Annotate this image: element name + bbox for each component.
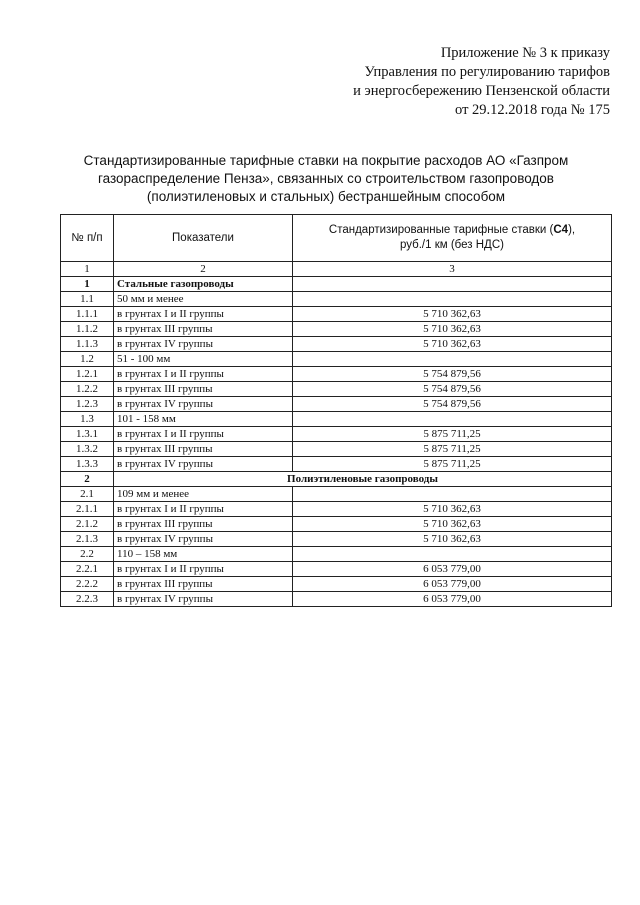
column-index: 3: [293, 262, 612, 277]
appendix-reference: [353, 44, 610, 120]
section-row: [61, 277, 612, 292]
row-soil-group: в грунтах I и II группы: [114, 367, 293, 382]
row-number: 1.2.3: [61, 397, 114, 412]
header-rates-text: Стандартизированные тарифные ставки (: [328, 224, 554, 236]
row-rate-value: 5 875 711,25: [293, 442, 612, 457]
row-number: 2.1.2: [61, 517, 114, 532]
group-number: 1.2: [61, 352, 114, 367]
row-rate-value: 5 875 711,25: [293, 457, 612, 472]
table-row: [61, 382, 612, 397]
group-number: 2.2: [61, 547, 114, 562]
row-soil-group: в грунтах IV группы: [114, 532, 293, 547]
appendix-line: от 29.12.2018 года № 175: [455, 102, 610, 118]
table-row: [61, 427, 612, 442]
section-number: 1: [61, 277, 114, 292]
row-number: 2.1.1: [61, 502, 114, 517]
table-row: [61, 502, 612, 517]
row-soil-group: в грунтах I и II группы: [114, 502, 293, 517]
row-rate-value: 5 710 362,63: [293, 517, 612, 532]
header-indicators: Показатели: [114, 215, 293, 262]
row-soil-group: в грунтах IV группы: [114, 337, 293, 352]
row-number: 2.1.3: [61, 532, 114, 547]
table-row: [61, 307, 612, 322]
row-soil-group: в грунтах I и II группы: [114, 307, 293, 322]
row-number: 2.2.3: [61, 592, 114, 607]
row-rate-value: 5 710 362,63: [293, 532, 612, 547]
table-row: [61, 397, 612, 412]
diameter-group-row: [61, 487, 612, 502]
row-soil-group: в грунтах IV группы: [114, 592, 293, 607]
appendix-line: и энергосбережению Пензенской области: [353, 83, 610, 99]
group-diameter: 101 - 158 мм: [114, 412, 293, 427]
title-line: Стандартизированные тарифные ставки на покрытие расходов АО «Газпром: [83, 153, 569, 168]
row-rate-value: 5 710 362,63: [293, 322, 612, 337]
group-value: [293, 292, 612, 307]
row-rate-value: 5 710 362,63: [293, 337, 612, 352]
appendix-line: Управления по регулированию тарифов: [364, 64, 610, 80]
row-number: 1.2.2: [61, 382, 114, 397]
header-rates-unit: руб./1 км (без НДС): [400, 239, 504, 251]
row-number: 2.2.1: [61, 562, 114, 577]
tariff-table-body: [61, 215, 612, 607]
row-soil-group: в грунтах III группы: [114, 442, 293, 457]
row-soil-group: в грунтах III группы: [114, 577, 293, 592]
section-row: [61, 472, 612, 487]
section-value: [293, 277, 612, 292]
row-number: 1.1.3: [61, 337, 114, 352]
group-diameter: 109 мм и менее: [114, 487, 293, 502]
column-index: 2: [114, 262, 293, 277]
row-soil-group: в грунтах III группы: [114, 382, 293, 397]
row-rate-value: 5 754 879,56: [293, 382, 612, 397]
row-number: 2.2.2: [61, 577, 114, 592]
section-title: Стальные газопроводы: [114, 277, 293, 292]
group-number: 1.1: [61, 292, 114, 307]
row-rate-value: 6 053 779,00: [293, 562, 612, 577]
group-value: [293, 487, 612, 502]
row-rate-value: 5 710 362,63: [293, 307, 612, 322]
row-number: 1.1.2: [61, 322, 114, 337]
row-soil-group: в грунтах I и II группы: [114, 562, 293, 577]
group-value: [293, 412, 612, 427]
table-row: [61, 337, 612, 352]
row-rate-value: 5 754 879,56: [293, 397, 612, 412]
diameter-group-row: [61, 547, 612, 562]
table-row: [61, 367, 612, 382]
title-line: (полиэтиленовых и стальных) бестраншейным способом: [146, 189, 506, 204]
row-rate-value: 5 710 362,63: [293, 502, 612, 517]
group-value: [293, 352, 612, 367]
document-title: [56, 152, 596, 206]
table-row: [61, 592, 612, 607]
row-number: 1.3.2: [61, 442, 114, 457]
table-header-row: [61, 215, 612, 262]
header-rates-code: С4: [553, 224, 569, 236]
group-number: 1.3: [61, 412, 114, 427]
table-row: [61, 562, 612, 577]
table-row: [61, 532, 612, 547]
table-row: [61, 442, 612, 457]
row-soil-group: в грунтах I и II группы: [114, 427, 293, 442]
row-number: 1.2.1: [61, 367, 114, 382]
appendix-line: Приложение № 3 к приказу: [440, 45, 610, 61]
row-rate-value: 5 875 711,25: [293, 427, 612, 442]
group-diameter: 50 мм и менее: [114, 292, 293, 307]
row-number: 1.3.3: [61, 457, 114, 472]
row-soil-group: в грунтах IV группы: [114, 457, 293, 472]
row-rate-value: 6 053 779,00: [293, 577, 612, 592]
header-rates-text-end: ),: [568, 224, 576, 236]
section-number: 2: [61, 472, 114, 487]
diameter-group-row: [61, 352, 612, 367]
table-row: [61, 577, 612, 592]
table-row: [61, 457, 612, 472]
row-number: 1.3.1: [61, 427, 114, 442]
row-soil-group: в грунтах III группы: [114, 322, 293, 337]
section-title: Полиэтиленовые газопроводы: [114, 472, 612, 487]
row-rate-value: 6 053 779,00: [293, 592, 612, 607]
tariff-table: [60, 214, 612, 607]
group-number: 2.1: [61, 487, 114, 502]
group-value: [293, 547, 612, 562]
diameter-group-row: [61, 292, 612, 307]
column-index: 1: [61, 262, 114, 277]
table-row: [61, 517, 612, 532]
table-row: [61, 322, 612, 337]
row-soil-group: в грунтах IV группы: [114, 397, 293, 412]
header-rates: [293, 215, 612, 262]
diameter-group-row: [61, 412, 612, 427]
row-soil-group: в грунтах III группы: [114, 517, 293, 532]
column-index-row: [61, 262, 612, 277]
header-number: № п/п: [61, 215, 114, 262]
group-diameter: 51 - 100 мм: [114, 352, 293, 367]
group-diameter: 110 – 158 мм: [114, 547, 293, 562]
row-number: 1.1.1: [61, 307, 114, 322]
row-rate-value: 5 754 879,56: [293, 367, 612, 382]
title-line: газораспределение Пенза», связанных со строительством газопроводов: [98, 171, 554, 186]
